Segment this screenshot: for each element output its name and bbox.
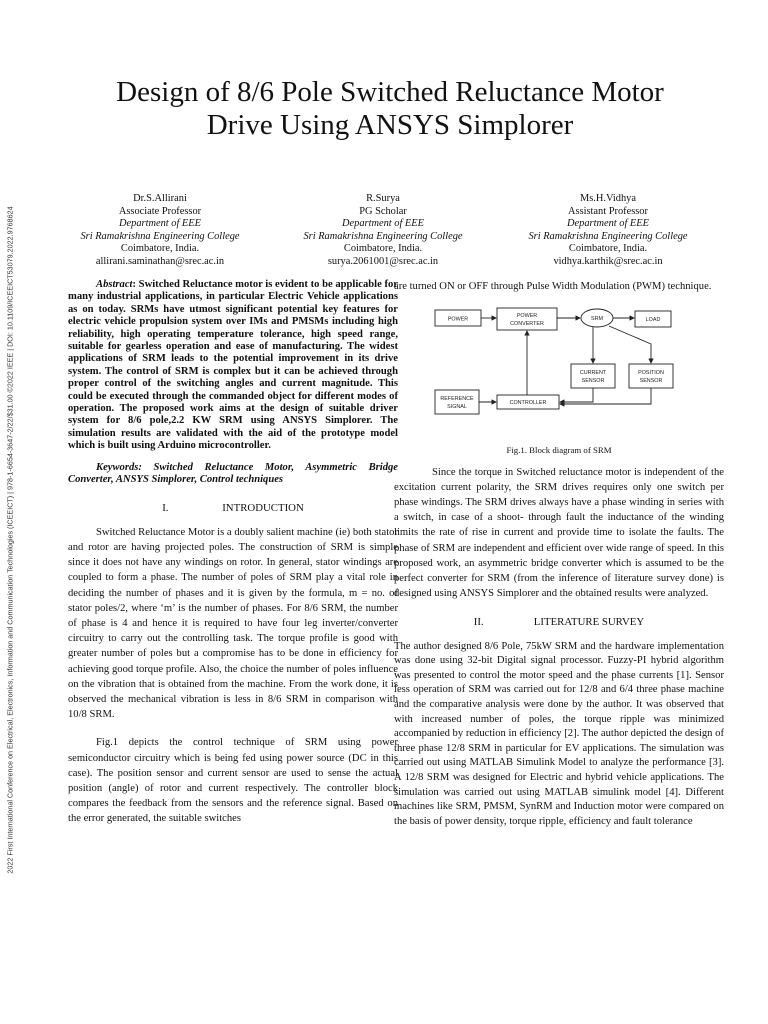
author-college: Sri Ramakrishna Engineering College (528, 230, 688, 242)
section-heading-literature (394, 615, 724, 630)
author-dept: Department of EEE (342, 218, 424, 230)
section-title: INTRODUCTION (222, 501, 304, 514)
author-email: surya.2061001@srec.ac.in (327, 255, 439, 267)
abstract-label: Abstract (96, 279, 133, 290)
right-paragraph-1: Since the torque in Switched reluctance motor is independent of the excitation current polarity, the SRM drives requires only one switch per phase windings. The SRM drives always have a phase winding in series with a switch, in case of a shoot- through fault the inductance of the winding limits the rate of rise in current and provide time to isolate the faults. The phase of SRM are independent and efficient over wide range of speed. In this proposed work, an asymmetric bridge converter which is assumed to be the perfect converter for SRM (from the inference of literature survey done) is designed using ANSYS Simplorer and the obtained results were analyzed. (394, 466, 724, 600)
paper-title (40, 76, 740, 142)
conference-sidebar (2, 130, 18, 950)
diagram-label: CONVERTER (510, 321, 544, 328)
author-role: Assistant Professor (568, 205, 648, 217)
author-city: Coimbatore, India. (120, 243, 200, 255)
conference-info: 2022 First International Conference on Electrical, Electronics, Information and Communication Technologies (ICEEICT) | 978-1-6654-3647-2/22/$31.00 ©2022 IEEE | DOI: 10.1109/ICEEICT53079.2022.9768624 (5, 206, 15, 874)
intro-paragraph-2: Fig.1 depicts the control technique of SRM using power semiconductor circuitry which is being fed using power source (DC in this case). The position sensor and current sensor are used to sense the actual position (angle) of rotor and current respectively. The controller block compares the feedback from the sensors and the reference signal. Based on the error generated, the suitable switches (68, 737, 398, 825)
author-role: PG Scholar (359, 205, 407, 217)
right-column (394, 279, 724, 829)
diagram-label: POSITION (638, 370, 664, 377)
author-city: Coimbatore, India. (568, 243, 648, 255)
author-name: Ms.H.Vidhya (580, 193, 636, 204)
figure-caption: Fig.1. Block diagram of SRM (506, 445, 612, 456)
diagram-label: LOAD (645, 317, 661, 324)
author-name: Dr.S.Allirani (133, 193, 187, 204)
diagram-label: CURRENT (579, 370, 607, 377)
diagram-label: POWER (447, 316, 469, 323)
diagram-label: POWER (516, 313, 538, 320)
diagram-label: REFERENCE (440, 396, 474, 403)
block-diagram (399, 304, 719, 436)
diagram-label: SRM (591, 316, 603, 323)
keywords: Keywords: Switched Reluctance Motor, Asymmetric Bridge Converter, ANSYS Simplorer, Control techniques (68, 461, 398, 486)
author-city: Coimbatore, India. (343, 243, 423, 255)
author-email: allirani.saminathan@srec.ac.in (95, 255, 225, 267)
title-line-2: Drive Using ANSYS Simplorer (206, 109, 574, 141)
author-role: Associate Professor (118, 205, 202, 217)
left-column (68, 279, 398, 827)
author-email: vidhya.karthik@srec.ac.in (553, 255, 663, 267)
section-heading-introduction (68, 501, 398, 516)
continued-paragraph: are turned ON or OFF through Pulse Width Modulation (PWM) technique. (394, 281, 712, 292)
author-block (45, 193, 275, 269)
literature-paragraph-1: The author designed 8/6 Pole, 75kW SRM and the hardware implementation was done using 32-bit Digital signal processor. Fuzzy-PI hybrid algorithm was presented to control the motor speed and the phase currents [1]. Sensor less operation of SRM was carried out for 12/8 and 6/4 three phase machine and the comparative analysis were done by the author. It was observed that with increased number of poles, the torque ripple was minimized accompanied by reduction in efficiency [2]. The author depicted the design of three phase 12/8 SRM in particular for EV applications. The simulation was carried out using MATLAB Simulink Model to analyze the performance [3]. A 12/8 SRM was designed for Electric and hybrid vehicle applications. The simulation was carried out using MATLAB simulink model [4]. Different machines like SRM, PMSM, SynRM and Induction motor were compared on the basis of power density, torque ripple, efficiency and fault tolerance (394, 640, 724, 827)
abstract-text: : Switched Reluctance motor is evident to be applicable for many industrial applications, in particular Electric Vehicle applications as on today. SRMs have utmost significant potential key features for electric vehicle propulsion system over IMs and PMSMs including high reliability, high operating temperature tolerance, high speed range, suitable for gearless operation and ease of manufacturing. The widest applications of SRM leads to the potential improvement in its drive system. The control of SRM is complex but it can be achieved through proper control of the switching angles and current magnitude. This could be executed through the commanded object for different modes of operation. The proposed work aims at the design of suitable driver system for 8/6 pole,2.2 KW SRM using ANSYS Simplorer. The simulation results are validated with the aid of the prototype model which is built using Arduino microcontroller. (68, 279, 399, 452)
figure-block-diagram (399, 304, 719, 441)
position-sensor-block (629, 364, 673, 388)
section-number: I. (162, 501, 169, 514)
author-name: R.Surya (366, 193, 400, 204)
author-block (268, 193, 498, 269)
author-dept: Department of EEE (567, 218, 649, 230)
diagram-label: SENSOR (639, 378, 663, 385)
section-number: II. (473, 616, 484, 629)
author-dept: Department of EEE (119, 218, 201, 230)
section-title: LITERATURE SURVEY (533, 616, 645, 629)
author-block (493, 193, 723, 269)
diagram-label: CONTROLLER (509, 400, 547, 407)
abstract (68, 279, 398, 453)
title-line-1: Design of 8/6 Pole Switched Reluctance Motor (116, 76, 664, 108)
current-sensor-block (571, 364, 615, 388)
reference-block (435, 390, 479, 414)
author-college: Sri Ramakrishna Engineering College (80, 230, 240, 242)
author-college: Sri Ramakrishna Engineering College (303, 230, 463, 242)
diagram-label: SENSOR (581, 378, 605, 385)
diagram-label: SIGNAL (447, 404, 467, 411)
intro-paragraph-1: Switched Reluctance Motor is a doubly salient machine (ie) both stator and rotor are having projected poles. The construction of SRM is simple since it does not have any windings on rotor. In general, stator windings are coupled to form a phase. The number of poles of SRM play a vital role in deciding the number of phases and it is given by the formula, m = no. of stator poles/2, where ‘m’ is the number of phases. For 8/6 SRM, the number of phase is 4 and hence it is required to have four leg inverter/converter circuitry to carry out the controlling task. The torque profile is good with greater number of poles but a compromise has to be done in efficiency for achieving good torque profile. Also, the choice the number of poles influence on the vibration that is obtained from the machine. From the work done, it is observed the mechanical vibration is less in 8/6 SRM in comparison with 10/8 SRM. (68, 526, 398, 721)
